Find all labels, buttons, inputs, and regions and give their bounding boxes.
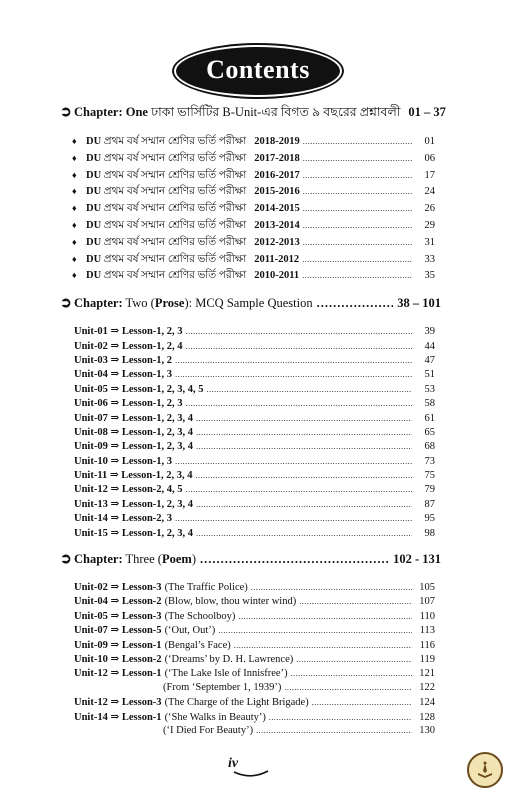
list-item [0, 498, 513, 512]
unit-label: Unit-09 ⇒ Lesson-1, 2, 3, 4 [74, 441, 194, 453]
diamond-bullet-icon: ♦ [72, 136, 77, 146]
list-item [0, 711, 513, 725]
chapter-title: Chapter: Three (Poem) [74, 552, 196, 567]
leader-dots [303, 154, 412, 163]
chapter-title: Chapter: Two (Prose): MCQ Sample Question [74, 296, 313, 311]
unit-page: 75 [424, 470, 435, 482]
unit-label: Unit-01 ⇒ Lesson-1, 2, 3 [74, 326, 183, 338]
item-label: DU প্রথম বর্ষ সম্মান শ্রেণির ভর্তি পরীক্ষা [86, 236, 247, 248]
unit-page: 51 [424, 369, 435, 381]
list-item [0, 383, 513, 397]
unit-page: 65 [424, 426, 435, 438]
leader-dots [218, 626, 412, 635]
diamond-bullet-icon: ♦ [72, 203, 77, 214]
unit-label: Unit-07 ⇒ Lesson-1, 2, 3, 4 [74, 412, 194, 424]
item-label: DU প্রথম বর্ষ সম্মান শ্রেণির ভর্তি পরীক্ষা [86, 169, 247, 181]
list-item [0, 581, 513, 595]
leader-dots [303, 171, 412, 180]
page-number: iv [228, 756, 239, 771]
leader-dots [302, 255, 412, 264]
item-year: 2011-2012 [254, 253, 300, 265]
unit-page: 44 [424, 340, 435, 352]
list-item [0, 340, 513, 354]
leader-dots [200, 552, 389, 567]
unit-page: 73 [424, 455, 435, 467]
list-item [0, 201, 513, 218]
unit-label: Unit-08 ⇒ Lesson-1, 2, 3, 4 [74, 426, 194, 438]
unit-page: 39 [424, 326, 435, 338]
leader-dots [196, 428, 412, 437]
list-item [0, 168, 513, 185]
diamond-bullet-icon: ♦ [72, 152, 77, 163]
list-item [0, 469, 513, 483]
unit-label: Unit-03 ⇒ Lesson-1, 2 [74, 354, 173, 366]
page-title: Contents [206, 55, 310, 84]
unit-page: 116 [419, 639, 435, 651]
leader-dots [303, 238, 412, 247]
unit-topic: (The Traffic Police) [164, 582, 248, 594]
diamond-bullet-icon: ♦ [72, 219, 77, 230]
unit-topic: (‘Out, Out’) [164, 625, 216, 637]
unit-page: 124 [419, 697, 435, 709]
leader-dots [303, 187, 412, 196]
arrow-icon: ➲ [60, 296, 72, 312]
leader-dots [196, 529, 412, 538]
list-item [0, 134, 513, 151]
unit-label: Unit-07 ⇒ Lesson-5 [74, 625, 162, 637]
list-item [0, 610, 513, 624]
item-label: DU প্রথম বর্ষ সম্মান শ্রেণির ভর্তি পরীক্ষা [86, 219, 247, 231]
list-item [0, 512, 513, 526]
unit-page: 110 [419, 610, 435, 622]
leader-dots [303, 204, 412, 213]
unit-label: Unit-14 ⇒ Lesson-1 [74, 711, 162, 723]
unit-page: 68 [424, 441, 435, 453]
leader-dots [207, 385, 412, 394]
item-page: 24 [424, 186, 435, 198]
unit-label: Unit-13 ⇒ Lesson-1, 2, 3, 4 [74, 498, 194, 510]
item-page: 33 [424, 253, 435, 265]
unit-page: 119 [419, 653, 435, 665]
chapter-one-row [0, 104, 513, 128]
list-item [0, 426, 513, 440]
unit-label: Unit-06 ⇒ Lesson-1, 2, 3 [74, 398, 183, 410]
diamond-bullet-icon: ♦ [72, 169, 77, 180]
unit-topic: (From ‘September 1, 1939’) [163, 681, 282, 693]
leader-dots [234, 641, 412, 650]
list-item [0, 235, 513, 252]
item-page: 31 [424, 236, 435, 248]
item-page: 29 [424, 219, 435, 231]
item-label: DU প্রথম বর্ষ সম্মান শ্রেণির ভর্তি পরীক্ষা [86, 136, 247, 147]
unit-label: Unit-09 ⇒ Lesson-1 [74, 639, 162, 651]
unit-topic: (Bengal’s Face) [164, 639, 231, 651]
item-page: 01 [424, 136, 435, 147]
list-item [0, 151, 513, 168]
list-item [0, 368, 513, 382]
list-item [0, 268, 513, 285]
unit-page: 121 [419, 668, 435, 680]
arrow-icon: ➲ [60, 552, 72, 568]
unit-label: Unit-02 ⇒ Lesson-3 [74, 582, 162, 594]
swoosh-ornament [232, 770, 270, 778]
unit-page: 113 [419, 625, 435, 637]
unit-topic: (The Charge of the Light Brigade) [164, 697, 309, 709]
unit-label: Unit-04 ⇒ Lesson-2 [74, 596, 162, 608]
unit-page: 87 [424, 498, 435, 510]
leader-dots [195, 471, 412, 480]
list-item [0, 354, 513, 368]
item-label: DU প্রথম বর্ষ সম্মান শ্রেণির ভর্তি পরীক্ষা [86, 203, 247, 215]
unit-page: 98 [424, 527, 435, 539]
unit-page: 79 [424, 484, 435, 496]
chapter-pages: 102 - 131 [393, 552, 441, 567]
item-label: DU প্রথম বর্ষ সম্মান শ্রেণির ভর্তি পরীক্ষা [86, 186, 247, 198]
leader-dots [186, 485, 412, 494]
toc [0, 100, 513, 739]
list-item [0, 667, 513, 681]
unit-label: Unit-10 ⇒ Lesson-1, 3 [74, 455, 173, 467]
item-year: 2013-2014 [254, 219, 300, 231]
leader-dots [175, 514, 412, 523]
chapter-three-row [0, 551, 513, 575]
leader-dots [302, 271, 412, 280]
diamond-bullet-icon: ♦ [72, 270, 77, 281]
leader-dots [303, 137, 412, 146]
leader-dots [291, 669, 412, 678]
list-item [0, 639, 513, 653]
arrow-icon: ➲ [60, 105, 72, 120]
list-item [0, 412, 513, 426]
item-year: 2014-2015 [254, 203, 300, 215]
leader-dots [186, 399, 412, 408]
list-item [0, 252, 513, 269]
unit-label: Unit-15 ⇒ Lesson-1, 2, 3, 4 [74, 527, 194, 539]
item-label: DU প্রথম বর্ষ সম্মান শ্রেণির ভর্তি পরীক্ষা [86, 253, 247, 265]
item-year: 2018-2019 [254, 136, 300, 147]
unit-page: 105 [419, 582, 435, 594]
leader-dots [251, 583, 412, 592]
chapter-title: Chapter: One ঢাকা ভার্সিটির B-Unit-এর বিগত ৯ বছরের প্রশ্নাবলী [74, 105, 401, 119]
unit-label: Unit-04 ⇒ Lesson-1, 3 [74, 369, 173, 381]
leader-dots [196, 500, 412, 509]
unit-page: 47 [424, 354, 435, 366]
item-year: 2017-2018 [254, 152, 300, 164]
leader-dots [175, 370, 412, 379]
unit-topic: (‘The Lake Isle of Innisfree’) [164, 668, 288, 680]
unit-page: 53 [424, 383, 435, 395]
chapter-pages: 38 – 101 [397, 296, 441, 311]
item-page: 06 [424, 152, 435, 164]
item-label: DU প্রথম বর্ষ সম্মান শ্রেণির ভর্তি পরীক্ষা [86, 152, 247, 164]
unit-label: Unit-11 ⇒ Lesson-1, 2, 3, 4 [74, 470, 193, 482]
chapter-two-row [0, 295, 513, 319]
leader-dots [269, 713, 412, 722]
list-item [0, 624, 513, 638]
unit-page: 130 [419, 724, 435, 736]
leader-dots [175, 356, 412, 365]
unit-label: Unit-12 ⇒ Lesson-1 [74, 668, 162, 680]
item-page: 17 [424, 169, 435, 181]
list-item [0, 595, 513, 609]
unit-label: Unit-02 ⇒ Lesson-1, 2, 4 [74, 340, 183, 352]
unit-topic: (‘She Walks in Beauty’) [164, 711, 266, 723]
unit-topic: (The Schoolboy) [164, 610, 236, 622]
leader-dots [299, 597, 412, 606]
list-item [0, 455, 513, 469]
item-year: 2016-2017 [254, 169, 300, 181]
diamond-bullet-icon: ♦ [72, 253, 77, 264]
publisher-logo-icon [467, 752, 503, 788]
unit-topic: (‘Dreams’ by D. H. Lawrence) [164, 653, 294, 665]
unit-label: Unit-12 ⇒ Lesson-3 [74, 697, 162, 709]
unit-label: Unit-12 ⇒ Lesson-2, 4, 5 [74, 484, 183, 496]
leader-dots [196, 414, 412, 423]
unit-label: Unit-14 ⇒ Lesson-2, 3 [74, 513, 173, 525]
leader-dots [256, 726, 412, 735]
unit-page: 58 [424, 398, 435, 410]
list-item [0, 325, 513, 339]
leader-dots [175, 457, 412, 466]
chapter-pages: 01 – 37 [408, 105, 446, 119]
unit-page: 107 [419, 596, 435, 608]
unit-topic: (‘I Died For Beauty’) [163, 724, 254, 736]
leader-dots [303, 221, 412, 230]
item-year: 2015-2016 [254, 186, 300, 198]
list-item [0, 527, 513, 541]
unit-label: Unit-10 ⇒ Lesson-2 [74, 653, 162, 665]
leader-dots [186, 342, 412, 351]
leader-dots [312, 698, 412, 707]
unit-topic: (Blow, blow, thou winter wind) [164, 596, 297, 608]
unit-page: 128 [419, 711, 435, 723]
leader-dots [317, 296, 394, 311]
unit-page: 61 [424, 412, 435, 424]
leader-dots [296, 655, 412, 664]
item-page: 26 [424, 203, 435, 215]
item-page: 35 [424, 270, 435, 282]
item-year: 2012-2013 [254, 236, 300, 248]
unit-label: Unit-05 ⇒ Lesson-3 [74, 610, 162, 622]
item-label: DU প্রথম বর্ষ সম্মান শ্রেণির ভর্তি পরীক্ষা [86, 270, 247, 282]
list-item [0, 397, 513, 411]
diamond-bullet-icon: ♦ [72, 236, 77, 247]
unit-page: 122 [419, 681, 435, 693]
leader-dots [186, 327, 412, 336]
unit-label: Unit-05 ⇒ Lesson-1, 2, 3, 4, 5 [74, 383, 204, 395]
item-year: 2010-2011 [254, 270, 300, 282]
list-item [0, 440, 513, 454]
list-item [0, 218, 513, 235]
unit-page: 95 [424, 513, 435, 525]
diamond-bullet-icon: ♦ [72, 186, 77, 197]
leader-dots [238, 612, 412, 621]
list-item [0, 184, 513, 201]
list-item [0, 483, 513, 497]
contents-badge [176, 47, 340, 95]
list-item [0, 696, 513, 710]
list-item [0, 725, 513, 739]
list-item [0, 682, 513, 696]
list-item [0, 653, 513, 667]
leader-dots [196, 442, 412, 451]
leader-dots [284, 683, 412, 692]
